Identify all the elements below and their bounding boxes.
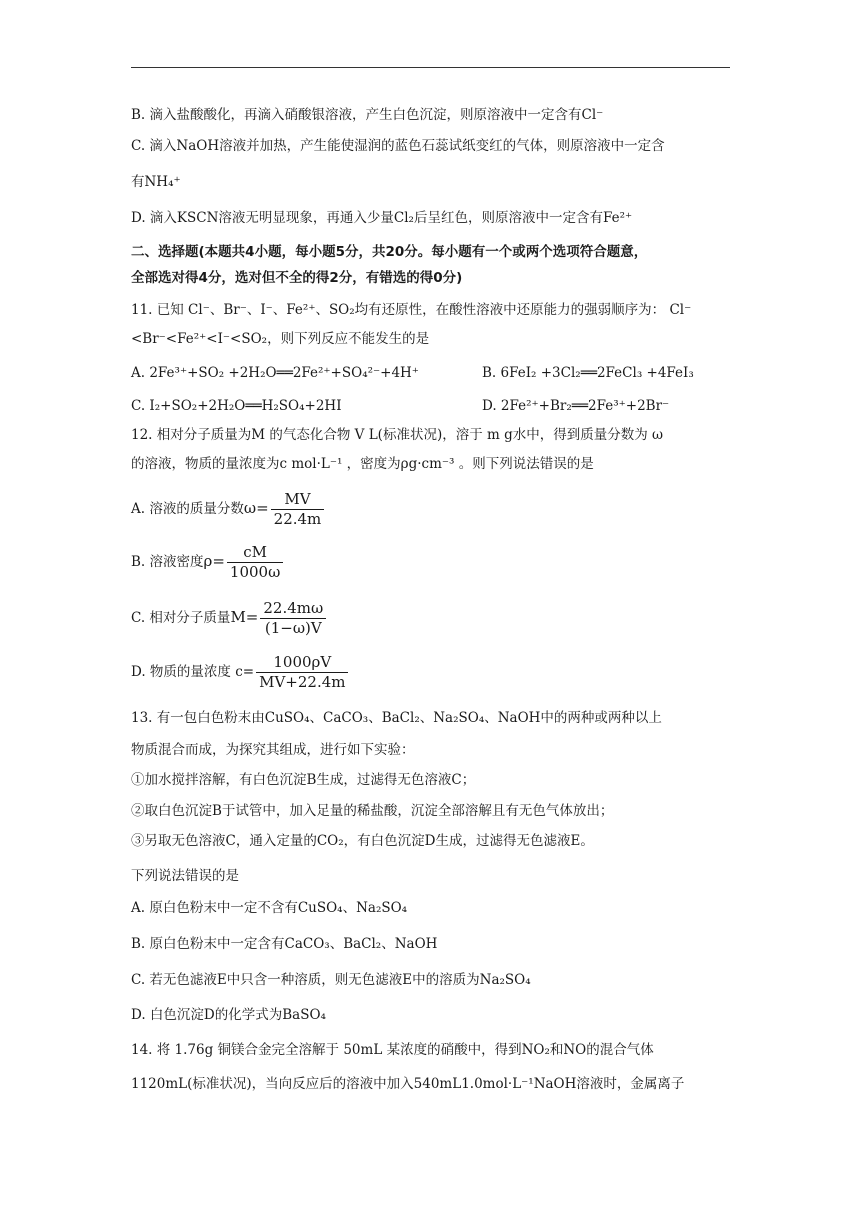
q10-option-c-line1: C. 滴入NaOH溶液并加热，产生能使湿润的蓝色石蕊试纸变红的气体，则原溶液中一定含 <box>131 138 665 154</box>
q12-b-denominator: 1000ω <box>229 563 281 581</box>
q12-b-prefix: B. 溶液密度 <box>131 554 204 570</box>
q13-option-b: B. 原白色粉末中一定含有CaCO₃、BaCl₂、NaOH <box>131 936 438 952</box>
q13-step1: ①加水搅拌溶解，有白色沉淀B生成，过滤得无色溶液C； <box>131 772 476 788</box>
q12-option-d <box>131 652 348 692</box>
q12-option-c <box>131 597 326 638</box>
q12-option-a <box>131 488 324 529</box>
q12-b-numerator: cM <box>227 543 283 563</box>
section2-heading-line2: 全部选对得4分，选对但不全的得2分，有错选的得0分) <box>131 270 463 286</box>
section2-heading-line1: 二、选择题(本题共4小题，每小题5分，共20分。每小题有一个或两个选项符合题意， <box>131 244 648 260</box>
q12-stem-line1: 12. 相对分子质量为M 的气态化合物 V L(标准状况)，溶于 m g水中，得到质量分数为 ω <box>131 427 664 443</box>
q13-step2: ②取白色沉淀B于试管中，加入足量的稀盐酸，沉淀全部溶解且有无色气体放出； <box>131 803 614 819</box>
header-rule <box>131 67 730 68</box>
q10-option-c-line2: 有NH₄⁺ <box>131 174 181 190</box>
q12-a-fraction <box>271 490 325 529</box>
q12-c-denominator: (1−ω)V <box>264 619 322 637</box>
q13-option-c: C. 若无色滤液E中只含一种溶质，则无色滤液E中的溶质为Na₂SO₄ <box>131 972 531 988</box>
q13-prompt: 下列说法错误的是 <box>131 868 239 884</box>
q12-a-numerator: MV <box>271 490 325 510</box>
q12-a-denominator: 22.4m <box>273 510 322 528</box>
q12-a-lhs: ω= <box>243 499 269 517</box>
q13-stem-line1: 13. 有一包白色粉末由CuSO₄、CaCO₃、BaCl₂、Na₂SO₄、NaOH中的两种或两种以上 <box>131 710 662 726</box>
q14-stem-line1: 14. 将 1.76g 铜镁合金完全溶解于 50mL 某浓度的硝酸中，得到NO₂和NO的混合气体 <box>131 1042 654 1058</box>
q12-stem-line2: 的溶液，物质的量浓度为c mol·L⁻¹ ，密度为ρg·cm⁻³ 。则下列说法错误的是 <box>131 456 594 472</box>
q10-option-d: D. 滴入KSCN溶液无明显现象，再通入少量Cl₂后呈红色，则原溶液中一定含有Fe²⁺ <box>131 210 633 226</box>
q11-stem-line2: <Br⁻<Fe²⁺<I⁻<SO₂，则下列反应不能发生的是 <box>131 331 430 347</box>
q12-d-denominator: MV+22.4m <box>259 673 346 691</box>
q11-option-c: C. I₂+SO₂+2H₂O══H₂SO₄+2HI <box>131 398 342 414</box>
q13-stem-line2: 物质混合而成，为探究其组成，进行如下实验： <box>131 742 415 758</box>
q12-d-prefix: D. 物质的量浓度 c= <box>131 664 255 680</box>
q12-d-numerator: 1000ρV <box>256 653 348 673</box>
q12-d-fraction <box>256 653 348 692</box>
q11-option-a: A. 2Fe³⁺+SO₂ +2H₂O══2Fe²⁺+SO₄²⁻+4H⁺ <box>131 365 419 381</box>
q12-a-prefix: A. 溶液的质量分数 <box>131 501 244 517</box>
q10-option-b: B. 滴入盐酸酸化，再滴入硝酸银溶液，产生白色沉淀，则原溶液中一定含有Cl⁻ <box>131 107 604 123</box>
q12-c-lhs: M= <box>230 608 259 626</box>
q12-c-numerator: 22.4mω <box>260 599 326 619</box>
q11-option-b: B. 6FeI₂ +3Cl₂══2FeCl₃ +4FeI₃ <box>482 365 694 381</box>
q12-option-b <box>131 541 283 582</box>
q12-c-prefix: C. 相对分子质量 <box>131 610 231 626</box>
q12-b-fraction <box>227 543 283 582</box>
q13-step3: ③另取无色溶液C，通入定量的CO₂，有白色沉淀D生成，过滤得无色滤液E。 <box>131 833 594 849</box>
q11-option-d: D. 2Fe²⁺+Br₂══2Fe³⁺+2Br⁻ <box>482 398 670 414</box>
q12-c-fraction <box>260 599 326 638</box>
q14-stem-line2: 1120mL(标准状况)，当向反应后的溶液中加入540mL1.0mol·L⁻¹NaOH溶液时，金属离子 <box>131 1076 685 1092</box>
q12-b-lhs: ρ= <box>203 552 225 570</box>
q13-option-a: A. 原白色粉末中一定不含有CuSO₄、Na₂SO₄ <box>131 900 408 916</box>
q11-stem-line1: 11. 已知 Cl⁻、Br⁻、I⁻、Fe²⁺、SO₂均有还原性，在酸性溶液中还原能力的强弱顺序为： Cl⁻ <box>131 302 692 318</box>
q13-option-d: D. 白色沉淀D的化学式为BaSO₄ <box>131 1007 326 1023</box>
